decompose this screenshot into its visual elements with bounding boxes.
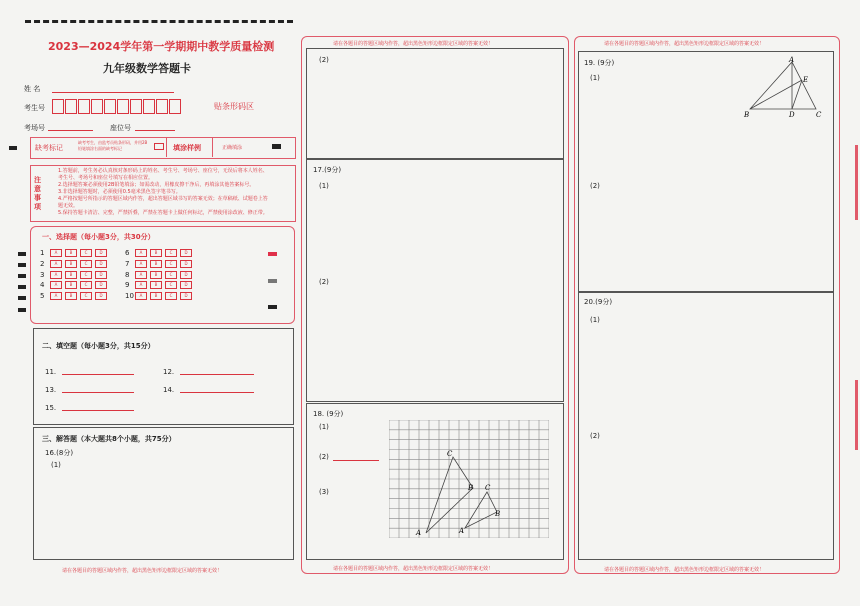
choice-number: 2 — [40, 259, 45, 268]
choice-number: 8 — [125, 270, 130, 279]
choice-option-bubble[interactable]: A — [135, 281, 147, 289]
q13-answer[interactable] — [62, 392, 134, 393]
timing-mark — [18, 308, 26, 312]
choice-number: 1 — [40, 249, 45, 257]
q14-label: 14. — [163, 386, 175, 394]
choice-option-bubble[interactable]: D — [180, 281, 192, 289]
choice-title: 一、选择题（每小题3分，共30分） — [42, 233, 155, 241]
exam-no-boxes[interactable] — [52, 99, 182, 118]
timing-mark — [9, 146, 17, 150]
choice-option-bubble[interactable]: A — [135, 249, 147, 257]
choice-option-bubble[interactable]: D — [95, 271, 107, 279]
choice-option-bubble[interactable]: B — [65, 260, 77, 268]
choice-option-bubble[interactable]: B — [65, 249, 77, 257]
fig18-label-a: A — [416, 529, 422, 537]
choice-option-bubble[interactable]: C — [80, 271, 92, 279]
fig18-label-b: B — [468, 484, 474, 492]
note-line: 考生号、考场号和座位号填写在相应位置。 — [58, 175, 154, 181]
correct-fill-sample — [272, 144, 281, 149]
q20-part1: (1) — [590, 316, 600, 324]
q18-label: 18. (9分) — [313, 410, 344, 418]
choice-option-bubble[interactable]: C — [165, 271, 177, 279]
q15-label: 15. — [45, 404, 57, 412]
choice-option-bubble[interactable]: C — [80, 260, 92, 268]
exam-no-label: 考生号 — [24, 104, 45, 112]
choice-row — [125, 281, 195, 289]
fig18-label-a2: A — [459, 527, 465, 535]
seat-field[interactable] — [135, 130, 175, 131]
q16-part2: (2) — [319, 56, 329, 64]
triangle-figure-19 — [740, 56, 826, 120]
q17-label: 17.(9分) — [313, 166, 342, 174]
q17-part1: (1) — [319, 182, 329, 190]
choice-option-bubble[interactable]: B — [65, 281, 77, 289]
answer-area-16-2[interactable] — [306, 48, 564, 160]
choice-row — [40, 260, 110, 268]
q18-part1: (1) — [319, 423, 329, 431]
choice-option-bubble[interactable]: D — [95, 249, 107, 257]
room-label: 考场号 — [24, 124, 45, 132]
fill-sample-label: 填涂样例 — [173, 144, 201, 152]
choice-option-bubble[interactable]: B — [150, 249, 162, 257]
warning-text: 请在各题目的答题区域内作答，超出黑色矩形边框限定区域的答案无效！ — [333, 41, 494, 47]
choice-number: 7 — [125, 259, 130, 268]
q20-label: 20.(9分) — [584, 298, 613, 306]
fig19-label-d: D — [789, 111, 795, 119]
fig19-label-b: B — [744, 111, 750, 119]
card-title: 九年级数学答题卡 — [103, 62, 191, 75]
choice-option-bubble[interactable]: B — [65, 271, 77, 279]
note-line: 1.答题前，考生务必认真核对条形码上的姓名、考生号、考场号、座位号，无误后将本人姓名、 — [58, 168, 268, 174]
warning-text: 请在各题目的答题区域内作答，超出黑色矩形边框限定区域的答案无效！ — [604, 567, 765, 573]
choice-option-bubble[interactable]: C — [80, 249, 92, 257]
answer-area-17[interactable] — [306, 158, 564, 402]
name-field[interactable] — [52, 92, 174, 93]
fig18-label-b2: B — [495, 510, 501, 518]
note-line: 题无效。 — [58, 203, 79, 209]
choice-option-bubble[interactable]: D — [180, 271, 192, 279]
q12-label: 12. — [163, 368, 175, 376]
choice-option-bubble[interactable]: C — [165, 260, 177, 268]
fig19-label-a: A — [789, 56, 795, 64]
edge-mark — [855, 145, 858, 220]
side-mark-red — [268, 252, 277, 256]
choice-row — [40, 271, 110, 279]
fill-divider — [212, 137, 213, 157]
q11-answer[interactable] — [62, 374, 134, 375]
top-dashes — [25, 20, 293, 23]
q15-answer[interactable] — [62, 410, 134, 411]
choice-number: 5 — [40, 292, 45, 301]
choice-row — [40, 292, 110, 300]
choice-option-bubble[interactable]: A — [50, 281, 62, 289]
q12-answer[interactable] — [180, 374, 254, 375]
choice-number: 3 — [40, 270, 45, 279]
choice-row — [40, 281, 110, 289]
choice-option-bubble[interactable]: D — [95, 281, 107, 289]
notes-list — [58, 168, 290, 217]
q14-answer[interactable] — [180, 392, 254, 393]
missing-label: 缺考标记 — [35, 144, 63, 152]
warning-text: 请在各题目的答题区域内作答，超出黑色矩形边框限定区域的答案无效！ — [604, 41, 765, 47]
choice-option-bubble[interactable]: B — [150, 281, 162, 289]
choice-option-bubble[interactable]: A — [50, 249, 62, 257]
choice-number: 4 — [40, 281, 45, 290]
note-line: 2.选择题答案必须使用2B铅笔填涂；如需改动，用橡皮擦干净后，再填涂其他答案标号。 — [58, 182, 255, 188]
note-line: 4.严格按题号所指示的答题区域内作答，超出答题区域书写的答案无效；在草稿纸、试题卷上答 — [58, 196, 268, 202]
solve-title: 三、解答题（本大题共8个小题，共75分） — [42, 435, 176, 443]
edge-mark — [855, 380, 858, 450]
choice-option-bubble[interactable]: D — [95, 292, 107, 300]
choice-option-bubble[interactable]: D — [180, 292, 192, 300]
choice-number: 6 — [125, 249, 130, 257]
q18-part2: (2) — [319, 453, 329, 461]
grid-figure-18 — [389, 420, 549, 538]
choice-row — [125, 271, 195, 279]
timing-mark — [18, 285, 26, 289]
timing-mark — [18, 296, 26, 300]
choice-option-bubble[interactable]: B — [65, 292, 77, 300]
choice-option-bubble[interactable]: A — [50, 271, 62, 279]
choice-option-bubble[interactable]: C — [80, 281, 92, 289]
timing-mark — [18, 263, 26, 267]
q16-part1: (1) — [51, 461, 61, 469]
choice-option-bubble[interactable]: A — [50, 292, 62, 300]
choice-row — [125, 249, 195, 257]
correct-fill-label: 正确填涂 — [222, 145, 243, 151]
name-label: 姓 名 — [24, 85, 41, 93]
choice-row — [40, 249, 110, 257]
choice-option-bubble[interactable]: A — [135, 260, 147, 268]
choice-option-bubble[interactable]: B — [150, 271, 162, 279]
q19-part1: (1) — [590, 74, 600, 82]
choice-option-bubble[interactable]: A — [135, 271, 147, 279]
choice-option-bubble[interactable]: D — [95, 260, 107, 268]
choice-option-bubble[interactable]: C — [165, 249, 177, 257]
q11-label: 11. — [45, 368, 57, 376]
choice-option-bubble[interactable]: C — [80, 292, 92, 300]
choice-option-bubble[interactable]: C — [165, 281, 177, 289]
room-field[interactable] — [48, 130, 93, 131]
barcode-label: 贴条形码区 — [214, 102, 254, 111]
missing-checkbox[interactable] — [154, 143, 164, 150]
notes-label: 注意事项 — [34, 176, 41, 211]
fig18-label-c: C — [447, 450, 453, 458]
seat-label: 座位号 — [110, 124, 131, 132]
q19-label: 19. (9分) — [584, 59, 615, 67]
answer-area-20[interactable] — [578, 291, 834, 560]
fig19-label-e: E — [803, 76, 809, 84]
missing-divider — [166, 137, 167, 157]
solve-section — [33, 427, 294, 560]
choice-option-bubble[interactable]: C — [165, 292, 177, 300]
choice-option-bubble[interactable]: D — [180, 249, 192, 257]
choice-option-bubble[interactable]: A — [135, 292, 147, 300]
q18-part3: (3) — [319, 488, 329, 496]
fig19-label-c: C — [816, 111, 822, 119]
side-mark-gray — [268, 279, 277, 283]
choice-number: 9 — [125, 281, 130, 290]
q16-label: 16.(8分) — [45, 449, 74, 457]
note-line: 3.非选择题答题时，必须使用0.5毫米黑色签字笔书写。 — [58, 189, 181, 195]
choice-option-bubble[interactable]: B — [150, 260, 162, 268]
exam-title: 2023—2024学年第一学期期中教学质量检测 — [48, 40, 275, 53]
missing-note: 缺考考生，由监考员贴条形码，并用2B铅笔填涂右面的缺考标记 — [78, 140, 148, 151]
choice-option-bubble[interactable]: A — [50, 260, 62, 268]
note-line: 5.保持答题卡清洁、完整，严禁折叠，严禁在答题卡上做任何标记，严禁使用涂改液、修正带。 — [58, 210, 268, 216]
warning-text: 请在各题目的答题区域内作答，超出黑色矩形边框限定区域的答案无效！ — [62, 568, 223, 574]
q20-part2: (2) — [590, 432, 600, 440]
fill-title: 二、填空题（每小题3分，共15分） — [42, 342, 155, 350]
q13-label: 13. — [45, 386, 57, 394]
fig18-label-c2: C — [485, 484, 491, 492]
timing-mark — [18, 274, 26, 278]
q18-part2-answer[interactable] — [333, 460, 379, 461]
q17-part2: (2) — [319, 278, 329, 286]
q19-part2: (2) — [590, 182, 600, 190]
choice-option-bubble[interactable]: B — [150, 292, 162, 300]
warning-text: 请在各题目的答题区域内作答，超出黑色矩形边框限定区域的答案无效！ — [333, 566, 494, 572]
choice-option-bubble[interactable]: D — [180, 260, 192, 268]
choice-number: 10 — [125, 292, 134, 301]
choice-row — [125, 260, 195, 268]
timing-mark — [18, 252, 26, 256]
choice-row — [125, 292, 195, 300]
side-mark-black — [268, 305, 277, 309]
